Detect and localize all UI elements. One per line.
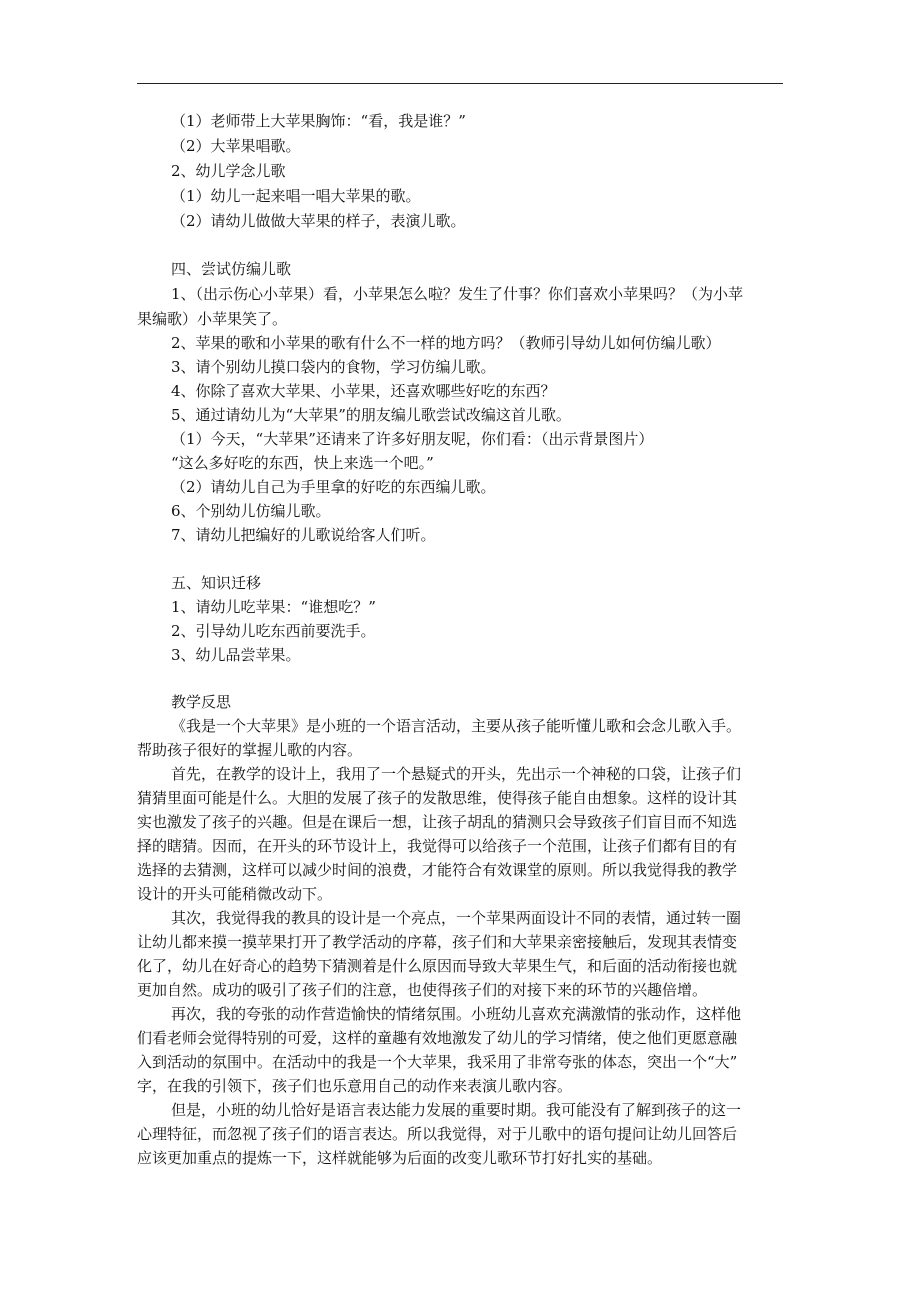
text-line: 2、苹果的歌和小苹果的歌有什么不一样的地方吗？（教师引导幼儿如何仿编儿歌） — [171, 334, 721, 352]
text-line: 首先，在教学的设计上，我用了一个悬疑式的开头，先出示一个神秘的口袋，让孩子们 — [171, 765, 742, 783]
text-line: 让幼儿都来摸一摸苹果打开了教学活动的序幕，孩子们和大苹果亲密接触后，发现其表情变 — [137, 933, 738, 951]
text-line: 字，在我的引领下，孩子们也乐意用自己的动作来表演儿歌内容。 — [137, 1077, 573, 1095]
text-line: 应该更加重点的提炼一下，这样就能够为后面的改变儿歌环节打好扎实的基础。 — [137, 1149, 663, 1167]
text-line: 6、个别幼儿仿编儿歌。 — [171, 502, 331, 520]
text-line: 5、通过请幼儿为“大苹果”的朋友编儿歌尝试改编这首儿歌。 — [171, 406, 571, 424]
text-line: 们看老师会觉得特别的可爱，这样的童趣有效地激发了幼儿的学习情绪，使之他们更愿意融 — [137, 1029, 738, 1047]
text-line: 更加自然。成功的吸引了孩子们的注意，也使得孩子们的对接下来的环节的兴趣倍增。 — [137, 981, 708, 999]
text-line: 再次，我的夸张的动作营造愉快的情绪氛围。小班幼儿喜欢充满激情的张动作，这样他 — [171, 1005, 742, 1023]
text-line: 2、引导幼儿吃东西前要洗手。 — [171, 622, 376, 640]
text-line: 7、请幼儿把编好的儿歌说给客人们听。 — [171, 526, 436, 544]
text-line: （2）请幼儿自己为手里拿的好吃的东西编儿歌。 — [171, 478, 496, 496]
text-line: 设计的开头可能稍微改动下。 — [137, 885, 333, 903]
text-line: 实也激发了孩子的兴趣。但是在课后一想，让孩子胡乱的猜测只会导致孩子们盲目而不知选 — [137, 813, 738, 831]
text-line: 果编歌）小苹果笑了。 — [137, 310, 288, 328]
section-heading: 五、知识迁移 — [171, 574, 262, 592]
text-line: 猜猜里面可能是什么。大胆的发展了孩子的发散思维，使得孩子能自由想象。这样的设计其 — [137, 789, 738, 807]
text-line: 3、幼儿品尝苹果。 — [171, 646, 301, 664]
text-line: 其次，我觉得我的教具的设计是一个亮点，一个苹果两面设计不同的表情，通过转一圈 — [171, 909, 742, 927]
text-line: 4、你除了喜欢大苹果、小苹果，还喜欢哪些好吃的东西？ — [171, 382, 556, 400]
text-line: 1、（出示伤心小苹果）看，小苹果怎么啦？发生了什事？你们喜欢小苹果吗？（为小苹 — [171, 285, 744, 303]
text-line: 但是，小班的幼儿恰好是语言表达能力发展的重要时期。我可能没有了解到孩子的这一 — [171, 1101, 742, 1119]
text-line: （1）幼儿一起来唱一唱大苹果的歌。 — [171, 187, 421, 205]
text-line: 入到活动的氛围中。在活动中的我是一个大苹果，我采用了非常夸张的体态，突出一个“大” — [137, 1053, 738, 1071]
text-line: 帮助孩子很好的掌握儿歌的内容。 — [137, 741, 363, 759]
text-line: 2、幼儿学念儿歌 — [171, 162, 286, 180]
text-line: 选择的去猜测，这样可以减少时间的浪费，才能符合有效课堂的原则。所以我觉得我的教学 — [137, 861, 738, 879]
text-line: （2）大苹果唱歌。 — [171, 137, 301, 155]
text-line: 择的瞎猜。因而，在开头的环节设计上，我觉得可以给孩子一个范围，让孩子们都有目的有 — [137, 837, 738, 855]
text-line: “这么多好吃的东西，快上来选一个吧。” — [171, 454, 434, 472]
text-line: 化了，幼儿在好奇心的趋势下猜测着是什么原因而导致大苹果生气，和后面的活动衔接也就 — [137, 957, 738, 975]
text-line: 《我是一个大苹果》是小班的一个语言活动，主要从孩子能听懂儿歌和会念儿歌入手。 — [171, 717, 742, 735]
section-heading: 四、尝试仿编儿歌 — [171, 260, 292, 278]
text-line: （1）今天，“大苹果”还请来了许多好朋友呢，你们看：（出示背景图片） — [171, 430, 654, 448]
text-line: 1、请幼儿吃苹果：“谁想吃？” — [171, 598, 376, 616]
header-rule — [137, 83, 783, 84]
text-line: 心理特征，而忽视了孩子们的语言表达。所以我觉得，对于儿歌中的语句提问让幼儿回答后 — [137, 1125, 738, 1143]
text-line: （2）请幼儿做做大苹果的样子，表演儿歌。 — [171, 212, 466, 230]
section-heading: 教学反思 — [171, 693, 232, 711]
text-line: 3、请个别幼儿摸口袋内的食物，学习仿编儿歌。 — [171, 358, 496, 376]
text-line: （1）老师带上大苹果胸饰：“看，我是谁？” — [171, 112, 466, 130]
